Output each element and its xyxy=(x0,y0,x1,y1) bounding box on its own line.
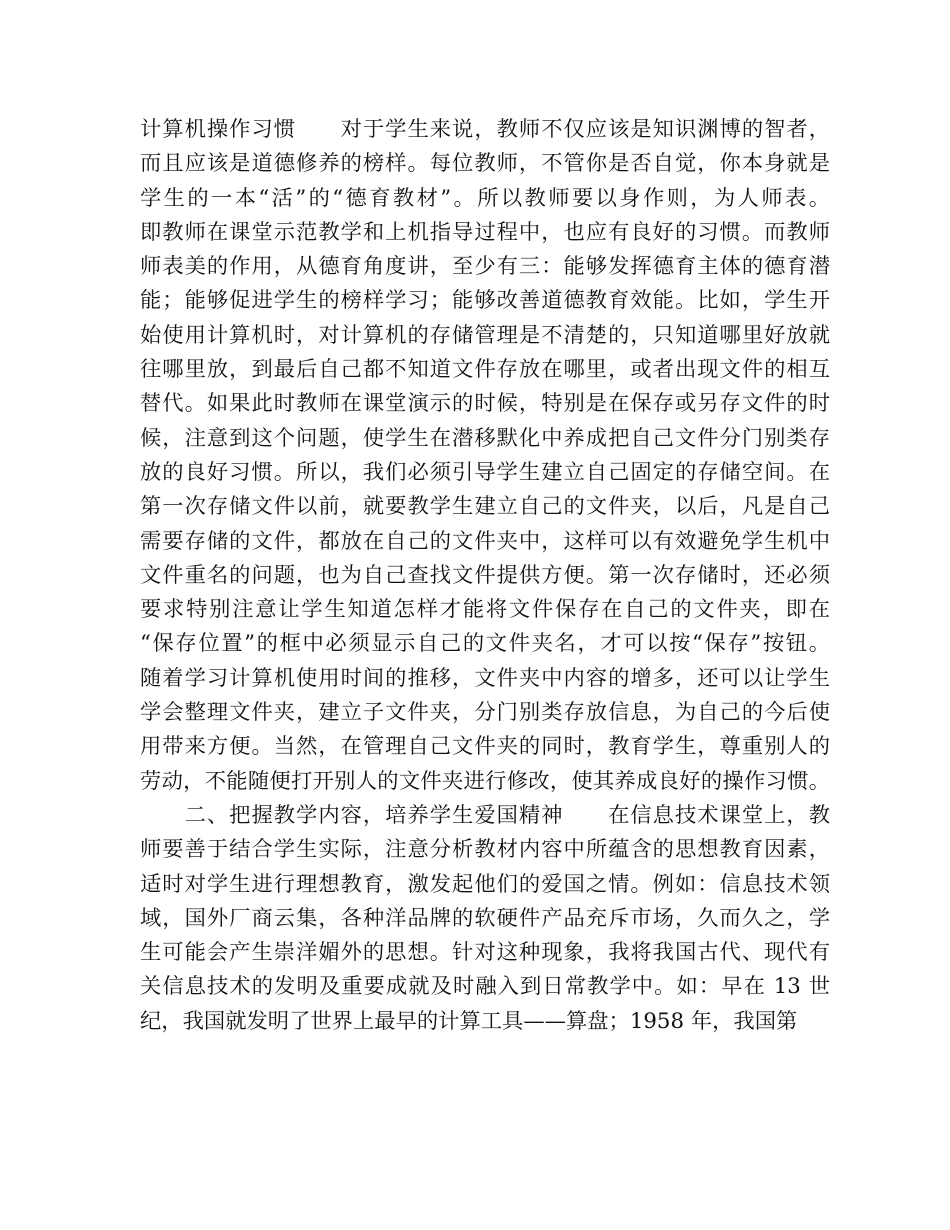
text-line: “保存位置”的框中必须显示自己的文件夹名，才可以按“保存”按钮。 xyxy=(140,631,830,657)
text-line: 文件重名的问题，也为自己查找文件提供方便。第一次存储时，还必须 xyxy=(140,562,830,588)
text-line: 能；能够促进学生的榜样学习；能够改善道德教育效能。比如，学生开 xyxy=(140,288,830,314)
text-line: 即教师在课堂示范教学和上机指导过程中，也应有良好的习惯。而教师 xyxy=(140,219,830,245)
text-line: 随着学习计算机使用时间的推移，文件夹中内容的增多，还可以让学生 xyxy=(140,665,830,691)
text-line: 始使用计算机时，对计算机的存储管理是不清楚的，只知道哪里好放就 xyxy=(140,322,830,348)
text-line: 要求特别注意让学生知道怎样才能将文件保存在自己的文件夹，即在 xyxy=(140,597,830,623)
text-line: 劳动，不能随便打开别人的文件夹进行修改，使其养成良好的操作习惯。 xyxy=(140,768,830,794)
text-line: 需要存储的文件，都放在自己的文件夹中，这样可以有效避免学生机中 xyxy=(140,528,830,554)
text-line: 用带来方便。当然，在管理自己文件夹的同时，教育学生，尊重别人的 xyxy=(140,734,830,760)
text-line: 生可能会产生崇洋媚外的思想。针对这种现象，我将我国古代、现代有 xyxy=(140,940,830,966)
text-line: 适时对学生进行理想教育，激发起他们的爱国之情。例如：信息技术领 xyxy=(140,871,830,897)
text-line: 而且应该是道德修养的榜样。每位教师，不管你是否自觉，你本身就是 xyxy=(140,151,830,177)
text-line: 替代。如果此时教师在课堂演示的时候，特别是在保存或另存文件的时 xyxy=(140,391,830,417)
text-line: 纪，我国就发明了世界上最早的计算工具——算盘；1958 年，我国第 xyxy=(140,1008,798,1034)
text-line: 候，注意到这个问题，使学生在潜移默化中养成把自己文件分门别类存 xyxy=(140,425,830,451)
text-line: 师表美的作用，从德育角度讲，至少有三：能够发挥德育主体的德育潜 xyxy=(140,254,830,280)
text-line: 关信息技术的发明及重要成就及时融入到日常教学中。如：早在 13 世 xyxy=(140,974,830,1000)
text-line: 计算机操作习惯 对于学生来说，教师不仅应该是知识渊博的智者， xyxy=(140,117,830,142)
body-text xyxy=(140,113,830,1039)
text-line: 往哪里放，到最后自己都不知道文件存放在哪里，或者出现文件的相互 xyxy=(140,357,830,383)
text-line: 师要善于结合学生实际，注意分析教材内容中所蕴含的思想教育因素， xyxy=(140,837,830,863)
text-line: 域，国外厂商云集，各种洋品牌的软硬件产品充斥市场，久而久之，学 xyxy=(140,905,830,931)
text-line: 第一次存储文件以前，就要教学生建立自己的文件夹，以后，凡是自己 xyxy=(140,494,830,520)
text-line: 学会整理文件夹，建立子文件夹，分门别类存放信息，为自己的今后使 xyxy=(140,700,830,726)
text-line: 二、把握教学内容，培养学生爱国精神 在信息技术课堂上，教 xyxy=(140,802,830,828)
text-line: 学生的一本“活”的“德育教材”。所以教师要以身作则，为人师表。 xyxy=(140,185,830,211)
text-line: 放的良好习惯。所以，我们必须引导学生建立自己固定的存储空间。在 xyxy=(140,459,830,485)
